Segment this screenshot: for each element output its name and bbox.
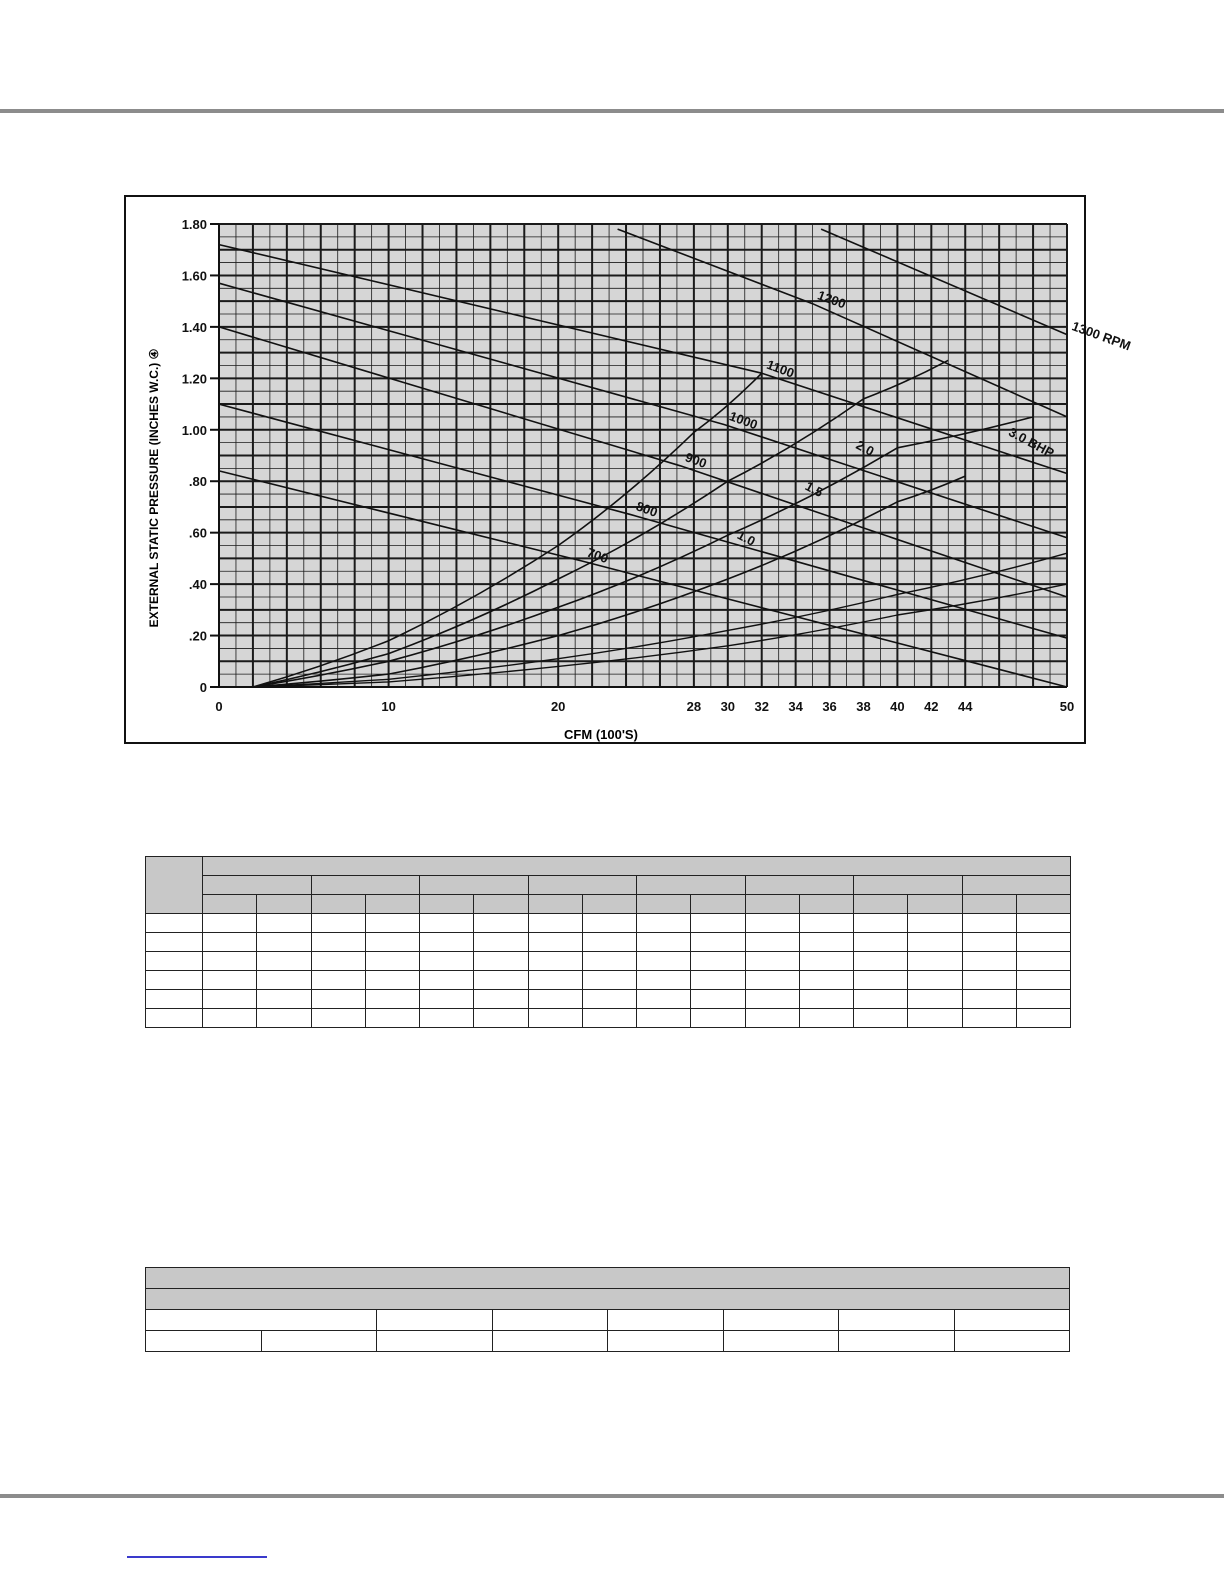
table-cell	[365, 952, 419, 971]
table-cell	[839, 1331, 955, 1352]
table-row	[146, 971, 1071, 990]
y-tick-label: .40	[188, 577, 207, 593]
bhp-label-0: 1.0	[734, 527, 758, 549]
table-cell	[311, 990, 365, 1009]
table-cell	[637, 952, 691, 971]
x-tick-label: 30	[720, 699, 736, 714]
table-cell	[691, 933, 745, 952]
table-cell	[311, 971, 365, 990]
rpm-label-0: 700	[584, 544, 611, 567]
table-cell	[528, 971, 582, 990]
table-cell	[854, 933, 908, 952]
table-cell	[420, 933, 474, 952]
table-cell	[723, 1331, 839, 1352]
table1-header-cell	[203, 857, 1071, 876]
table1-group-header	[962, 876, 1071, 895]
table-cell	[528, 952, 582, 971]
table-cell	[203, 933, 257, 952]
rpm-label-6: 1300 RPM	[1069, 318, 1133, 354]
blank-data-table-2	[145, 1267, 1070, 1352]
table-cell	[839, 1310, 955, 1331]
table-cell	[962, 914, 1016, 933]
table-cell	[528, 933, 582, 952]
table1-subheader	[203, 895, 257, 914]
table1-subheader	[582, 895, 636, 914]
table-cell	[962, 990, 1016, 1009]
table-cell	[745, 952, 799, 971]
y-tick-label: 1.80	[181, 217, 207, 232]
table1-subheader	[691, 895, 745, 914]
x-tick-label: 40	[890, 699, 905, 714]
y-tick-label: .80	[188, 474, 207, 490]
table-cell	[745, 971, 799, 990]
table-cell	[799, 971, 853, 990]
table2-header-cell	[146, 1289, 1070, 1310]
bhp-label-3: 3.0 BHP	[1006, 424, 1057, 461]
table-cell	[146, 914, 203, 933]
footer-link[interactable]	[127, 1556, 267, 1558]
table-cell	[420, 914, 474, 933]
table-row	[146, 1009, 1071, 1028]
table-cell	[582, 933, 636, 952]
table1-group-header	[637, 876, 746, 895]
table-cell	[474, 971, 528, 990]
table-cell	[146, 1310, 377, 1331]
table-cell	[365, 914, 419, 933]
x-tick-label: 28	[686, 699, 702, 714]
y-tick-label: .20	[188, 628, 207, 644]
table1-subheader	[799, 895, 853, 914]
table-cell	[203, 990, 257, 1009]
table-cell	[962, 952, 1016, 971]
table-cell	[608, 1310, 724, 1331]
table-cell	[1016, 952, 1070, 971]
table-cell	[257, 990, 311, 1009]
table-cell	[261, 1331, 377, 1352]
table-cell	[365, 933, 419, 952]
table1-subheader	[474, 895, 528, 914]
y-tick-label: 1.00	[181, 422, 207, 438]
x-tick-label: 32	[754, 699, 769, 714]
rpm-label-4: 1100	[764, 356, 797, 381]
table-cell	[146, 1331, 262, 1352]
table-row	[146, 914, 1071, 933]
rpm-label-5: 1200	[815, 287, 848, 312]
table-cell	[954, 1331, 1070, 1352]
table1-subheader	[257, 895, 311, 914]
table-cell	[377, 1310, 493, 1331]
table-cell	[854, 1009, 908, 1028]
table1-subheader	[420, 895, 474, 914]
table-cell	[582, 1009, 636, 1028]
y-axis-title: EXTERNAL STATIC PRESSURE (INCHES W.C.) ④	[147, 348, 161, 628]
table-cell	[799, 952, 853, 971]
table-cell	[474, 914, 528, 933]
x-tick-label: 20	[550, 699, 566, 714]
table-cell	[528, 1009, 582, 1028]
table-cell	[637, 971, 691, 990]
table-cell	[691, 971, 745, 990]
table1-subheader	[1016, 895, 1070, 914]
table-cell	[608, 1331, 724, 1352]
table-cell	[854, 952, 908, 971]
bhp-label-1: 1.5	[802, 478, 826, 501]
table-cell	[203, 914, 257, 933]
table-cell	[492, 1310, 608, 1331]
table1-subheader	[365, 895, 419, 914]
chart-svg	[126, 197, 1133, 742]
fan-performance-chart	[124, 195, 1133, 744]
table-cell	[962, 971, 1016, 990]
table-cell	[799, 914, 853, 933]
table-cell	[311, 933, 365, 952]
table-cell	[962, 1009, 1016, 1028]
x-tick-label: 38	[856, 699, 871, 714]
y-tick-label: 0	[199, 680, 207, 695]
table-cell	[691, 952, 745, 971]
table-cell	[528, 990, 582, 1009]
table-cell	[365, 1009, 419, 1028]
table1-corner-cell	[146, 857, 203, 914]
table-cell	[908, 971, 962, 990]
table-cell	[528, 914, 582, 933]
y-tick-label: 1.40	[181, 319, 207, 335]
table-cell	[377, 1331, 493, 1352]
table-cell	[854, 971, 908, 990]
table-cell	[257, 971, 311, 990]
footer-rule	[0, 1494, 1224, 1498]
x-tick-label: 0	[215, 699, 223, 714]
table-cell	[691, 1009, 745, 1028]
table-cell	[637, 914, 691, 933]
table1-group-header	[203, 876, 312, 895]
bhp-label-2: 2.0	[853, 437, 877, 459]
table-cell	[257, 952, 311, 971]
table-cell	[311, 914, 365, 933]
table-row	[146, 933, 1071, 952]
rpm-label-1: 800	[634, 498, 660, 520]
table-cell	[474, 1009, 528, 1028]
x-tick-label: 42	[924, 699, 939, 714]
table-cell	[420, 990, 474, 1009]
table-cell	[908, 914, 962, 933]
x-axis-title: CFM (100'S)	[564, 727, 638, 742]
table-cell	[257, 1009, 311, 1028]
table-cell	[203, 1009, 257, 1028]
table-cell	[365, 990, 419, 1009]
table-cell	[691, 990, 745, 1009]
table-cell	[146, 952, 203, 971]
table1-group-header	[420, 876, 529, 895]
table-cell	[637, 1009, 691, 1028]
table-cell	[474, 952, 528, 971]
table1-subheader	[528, 895, 582, 914]
table-cell	[637, 990, 691, 1009]
table-cell	[474, 933, 528, 952]
x-tick-label: 36	[822, 699, 837, 714]
table1-subheader	[908, 895, 962, 914]
x-tick-label: 50	[1059, 699, 1075, 714]
table1-group-header	[854, 876, 963, 895]
table-cell	[146, 971, 203, 990]
table-cell	[203, 952, 257, 971]
table1-subheader	[962, 895, 1016, 914]
table-cell	[582, 971, 636, 990]
table-cell	[745, 990, 799, 1009]
table-cell	[582, 952, 636, 971]
table1-subheader	[637, 895, 691, 914]
table-cell	[1016, 990, 1070, 1009]
table-cell	[745, 914, 799, 933]
table-cell	[954, 1310, 1070, 1331]
table-cell	[582, 990, 636, 1009]
table-cell	[420, 971, 474, 990]
rpm-label-3: 1000	[727, 408, 760, 433]
table-cell	[146, 933, 203, 952]
table-cell	[723, 1310, 839, 1331]
x-tick-label: 34	[788, 699, 803, 714]
table-cell	[799, 1009, 853, 1028]
y-tick-label: .60	[188, 525, 207, 541]
table-cell	[474, 990, 528, 1009]
table-cell	[146, 990, 203, 1009]
x-tick-label: 10	[381, 699, 396, 714]
table-cell	[146, 1009, 203, 1028]
table-cell	[492, 1331, 608, 1352]
table-cell	[420, 1009, 474, 1028]
table-cell	[1016, 971, 1070, 990]
table1-group-header	[528, 876, 637, 895]
table-cell	[691, 914, 745, 933]
table-cell	[311, 1009, 365, 1028]
table-cell	[908, 990, 962, 1009]
table-row	[146, 952, 1071, 971]
table1-subheader	[311, 895, 365, 914]
table-cell	[799, 990, 853, 1009]
table-cell	[908, 933, 962, 952]
table1-group-header	[311, 876, 420, 895]
table-cell	[1016, 1009, 1070, 1028]
table-row	[146, 990, 1071, 1009]
table-cell	[311, 952, 365, 971]
header-rule	[0, 109, 1224, 113]
table-cell	[637, 933, 691, 952]
table-cell	[745, 1009, 799, 1028]
table-cell	[854, 914, 908, 933]
table1-subheader	[745, 895, 799, 914]
table-cell	[365, 971, 419, 990]
table-cell	[257, 914, 311, 933]
table-cell	[908, 952, 962, 971]
table-cell	[420, 952, 474, 971]
table-cell	[1016, 933, 1070, 952]
table-cell	[962, 933, 1016, 952]
table1-group-header	[745, 876, 854, 895]
table-cell	[854, 990, 908, 1009]
table-cell	[799, 933, 853, 952]
rpm-label-2: 900	[683, 449, 709, 472]
table2-header-cell	[146, 1268, 1070, 1289]
blank-data-table-1	[145, 856, 1071, 1028]
table1-subheader	[854, 895, 908, 914]
table-cell	[908, 1009, 962, 1028]
table-cell	[203, 971, 257, 990]
y-tick-label: 1.20	[181, 371, 207, 387]
x-tick-label: 44	[958, 699, 973, 714]
table-cell	[1016, 914, 1070, 933]
table-cell	[745, 933, 799, 952]
table-cell	[257, 933, 311, 952]
y-tick-label: 1.60	[181, 268, 207, 284]
table-cell	[582, 914, 636, 933]
